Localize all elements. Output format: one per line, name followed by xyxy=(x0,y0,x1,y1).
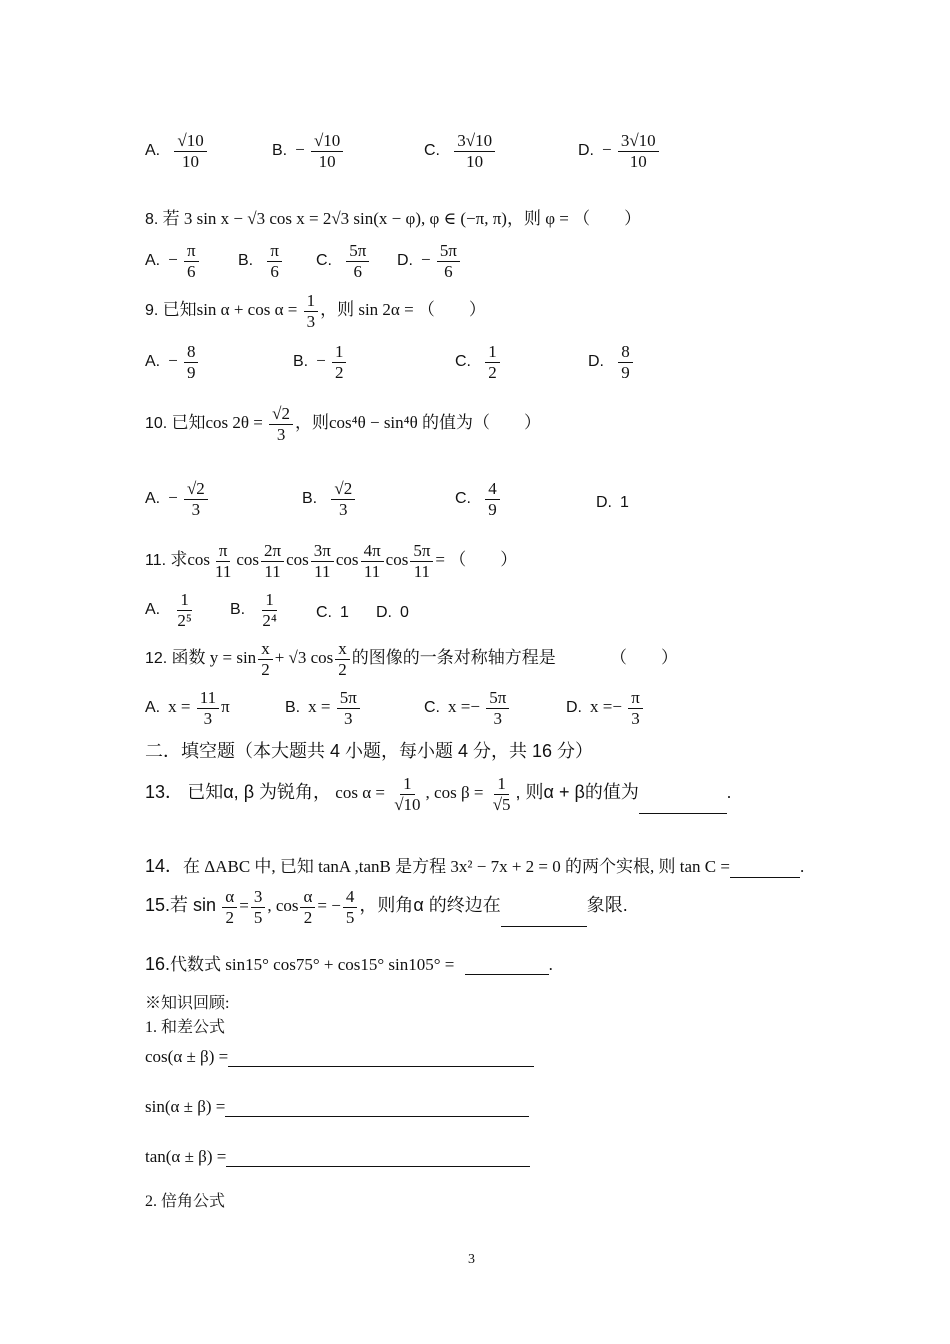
q10-option-a: A. − $\frac{√2}{3}$ xyxy=(145,479,210,519)
fraction: $\frac{√2}{3}$ xyxy=(331,479,355,519)
fraction: $\frac{\pi}{11}$ xyxy=(214,541,232,581)
formula-sin-sum: sin(α ± β) = xyxy=(145,1097,529,1117)
fraction: $\frac{8}{9}$ xyxy=(618,342,633,382)
fraction: $\frac{4}{9}$ xyxy=(485,479,500,519)
fraction: $\frac{1}{\text{2⁴}}$ xyxy=(262,590,277,630)
fraction: $\frac{√2}{3}$ xyxy=(269,404,293,444)
fraction: $\frac{1}{√10}$ xyxy=(394,774,421,814)
formula-cos-sum: cos(α ± β) = xyxy=(145,1047,534,1067)
fraction: $\frac{2\pi}{11}$ xyxy=(261,541,284,581)
fraction: $\frac{1}{\text{2⁵}}$ xyxy=(177,590,192,630)
page-number: 3 xyxy=(468,1252,475,1267)
answer-blank[interactable] xyxy=(226,1165,530,1167)
q8-stem: 8. 若 3 sin x − √3 cos x = 2√3 sin(x − φ), φ ∈ (−π, π)，则 φ = （ ） xyxy=(145,209,642,228)
q7-option-c: C. $\frac{3√10}{10}$ xyxy=(424,131,497,171)
fraction: $\frac{5\pi}{6}$ xyxy=(346,241,369,281)
fraction: $\frac{4\pi}{11}$ xyxy=(361,541,384,581)
q14-stem: 14．在 ΔABC 中, 已知 tanA ,tanB 是方程 3x² − 7x + 2 = 0 的两个实根, 则 tan C = . xyxy=(145,856,805,876)
fraction: $\frac{\pi}{6}$ xyxy=(184,241,199,281)
fraction: $\frac{1}{√5}$ xyxy=(492,774,511,814)
answer-blank[interactable] xyxy=(228,1065,534,1067)
q12-option-d: D. x =− $\frac{\pi}{3}$ xyxy=(566,688,645,728)
q7-option-d: D. − $\frac{3√10}{10}$ xyxy=(578,131,661,171)
fraction: $\frac{1}{3}$ xyxy=(304,291,319,331)
review-title: ※知识回顾: xyxy=(145,995,230,1012)
fraction: $\frac{√10}{10}$ xyxy=(311,131,343,171)
q9-option-d: D. $\frac{8}{9}$ xyxy=(588,342,635,382)
q8-option-c: C. $\frac{5\pi}{6}$ xyxy=(316,241,371,281)
q8-option-b: B. $\frac{\pi}{6}$ xyxy=(238,241,284,281)
q10-option-d: D. 1 xyxy=(596,494,629,511)
fraction: $\frac{4}{5}$ xyxy=(343,887,358,927)
fraction: $\frac{3\pi}{11}$ xyxy=(311,541,334,581)
q9-option-b: B. − $\frac{1}{2}$ xyxy=(293,342,348,382)
fraction: $\frac{x}{2}$ xyxy=(258,639,273,679)
answer-blank[interactable] xyxy=(501,925,587,927)
fraction: $\frac{\alpha}{2}$ xyxy=(300,887,315,927)
fraction: $\frac{1}{2}$ xyxy=(332,342,347,382)
fraction: $\frac{\pi}{6}$ xyxy=(267,241,282,281)
q7-option-a: A. $\frac{√10}{10}$ xyxy=(145,131,209,171)
q11-option-a: A. $\frac{1}{\text{2⁵}}$ xyxy=(145,590,197,630)
q9-option-c: C. $\frac{1}{2}$ xyxy=(455,342,502,382)
fraction: $\frac{11}{3}$ xyxy=(197,688,219,728)
fraction: $\frac{\alpha}{2}$ xyxy=(222,887,237,927)
q10-stem: 10. 已知cos 2θ = $\frac{√2}{3}$ ，则cos⁴θ − sin⁴θ 的值为（ ） xyxy=(145,404,541,444)
q11-option-c: C. 1 xyxy=(316,604,349,621)
q8-option-d: D. − $\frac{5\pi}{6}$ xyxy=(397,241,462,281)
fraction: $\frac{√10}{10}$ xyxy=(174,131,206,171)
fraction: $\frac{5\pi}{3}$ xyxy=(486,688,509,728)
fraction: $\frac{√2}{3}$ xyxy=(184,479,208,519)
q13-stem: 13． 已知α, β 为锐角， cos α = $\frac{1}{√10}$ , cos β = $\frac{1}{√5}$ , 则α + β的值为 . xyxy=(145,774,732,814)
fraction: $\frac{5\pi}{11}$ xyxy=(410,541,433,581)
fraction: $\frac{3√10}{10}$ xyxy=(454,131,495,171)
fraction: $\frac{8}{9}$ xyxy=(184,342,199,382)
fraction: $\frac{3√10}{10}$ xyxy=(618,131,659,171)
review-section-1: 1. 和差公式 xyxy=(145,1019,226,1036)
q12-option-c: C. x =− $\frac{5\pi}{3}$ xyxy=(424,688,511,728)
fraction: $\frac{5\pi}{6}$ xyxy=(437,241,460,281)
answer-blank[interactable] xyxy=(225,1115,529,1117)
review-section-2: 2. 倍角公式 xyxy=(145,1193,226,1210)
q16-stem: 16.代数式 sin15° cos75° + cos15° sin105° = . xyxy=(145,954,553,974)
q12-option-a: A. x = $\frac{11}{3}$ π xyxy=(145,688,230,728)
q15-stem: 15.若 sin $\frac{\alpha}{2}$ = $\frac{3}{5}$ , cos $\frac{\alpha}{2}$ = − $\frac{4}{5}$ ，则角α 的终边在 象限. xyxy=(145,887,628,927)
q11-option-b: B. $\frac{1}{\text{2⁴}}$ xyxy=(230,590,282,630)
q12-option-b: B. x = $\frac{5\pi}{3}$ xyxy=(285,688,362,728)
formula-tan-sum: tan(α ± β) = xyxy=(145,1147,530,1167)
q9-stem: 9. 已知sin α + cos α = $\frac{1}{3}$ ，则 sin 2α = （ ） xyxy=(145,291,486,331)
fraction: $\frac{x}{2}$ xyxy=(335,639,350,679)
q12-stem: 12. 函数 y = sin $\frac{x}{2}$ + √3 cos $\frac{x}{2}$ 的图像的一条对称轴方程是 （ ） xyxy=(145,639,679,679)
answer-blank[interactable] xyxy=(465,973,549,975)
fraction: $\frac{3}{5}$ xyxy=(251,887,266,927)
q10-option-b: B. $\frac{√2}{3}$ xyxy=(302,479,357,519)
q9-option-a: A. − $\frac{8}{9}$ xyxy=(145,342,200,382)
q10-option-c: C. $\frac{4}{9}$ xyxy=(455,479,502,519)
fraction: $\frac{5\pi}{3}$ xyxy=(337,688,360,728)
q11-option-d: D. 0 xyxy=(376,604,409,621)
q7-option-b: B. − $\frac{√10}{10}$ xyxy=(272,131,345,171)
fraction: $\frac{\pi}{3}$ xyxy=(628,688,643,728)
q11-stem: 11. 求cos $\frac{\pi}{11}$ cos $\frac{2\pi}{11}$ cos $\frac{3\pi}{11}$ cos $\frac{4\pi}{11}$ cos $\frac{5\pi}{11}$ = （ ） xyxy=(145,541,518,581)
q8-option-a: A. − $\frac{\pi}{6}$ xyxy=(145,241,201,281)
answer-blank[interactable] xyxy=(730,876,800,878)
fraction: $\frac{1}{2}$ xyxy=(485,342,500,382)
answer-blank[interactable] xyxy=(639,812,727,814)
section-2-title: 二．填空题（本大题共 4 小题，每小题 4 分，共 16 分） xyxy=(145,741,594,761)
